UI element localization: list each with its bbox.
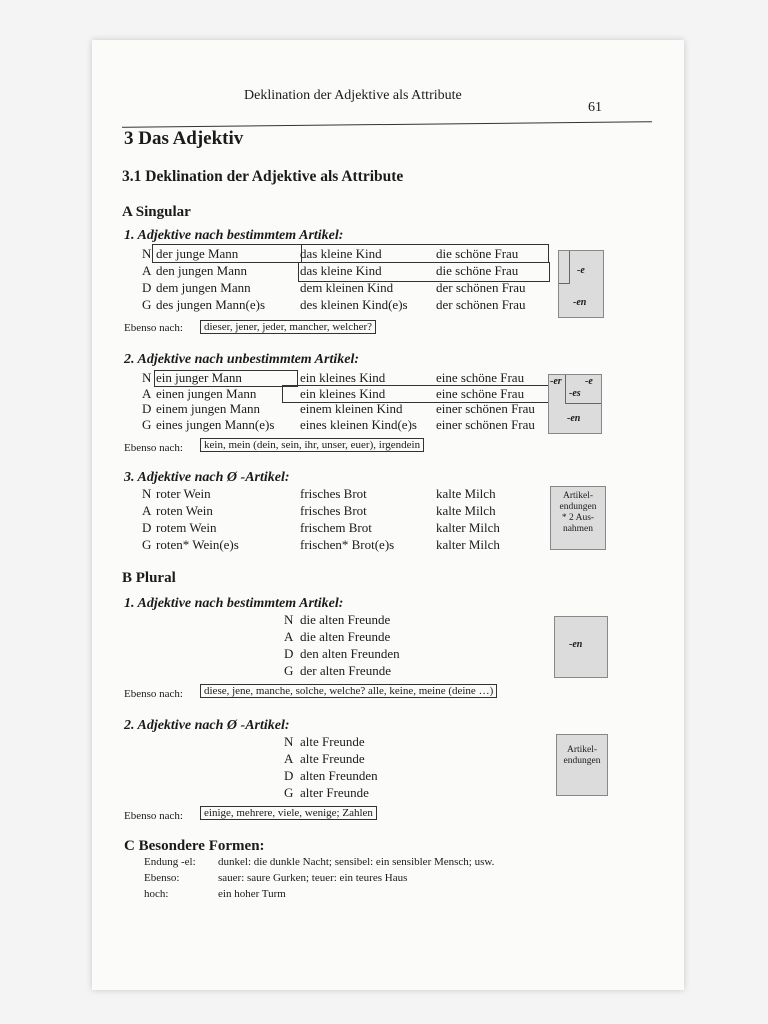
cell-masculine: einen jungen Mann bbox=[156, 385, 257, 401]
cell-neuter: frisches Brot bbox=[300, 503, 367, 518]
s1-ending-e: -e bbox=[577, 265, 585, 276]
p2-ebenso-label: Ebenso nach: bbox=[124, 810, 183, 822]
s3-box-line1: Artikel- bbox=[562, 491, 594, 501]
cell-masculine: roten* Wein(e)s bbox=[156, 537, 239, 552]
singular-label: A Singular bbox=[122, 204, 191, 220]
case-label: A bbox=[142, 503, 152, 518]
case-label: D bbox=[142, 280, 152, 295]
running-header-title: Deklination der Adjektive als Attribute bbox=[244, 88, 462, 103]
header-rule bbox=[122, 121, 652, 128]
case-label: A bbox=[142, 385, 152, 401]
s3-box-line2: endungen bbox=[559, 502, 597, 512]
s2-ending-en: -en bbox=[567, 413, 581, 424]
special-row-text: dunkel: die dunkle Nacht; sensibel: ein sensibler Mensch; usw. bbox=[218, 856, 495, 868]
s2-ending-e: -e bbox=[585, 376, 593, 387]
cell-feminine: der schönen Frau bbox=[436, 297, 526, 312]
cell-masculine: dem jungen Mann bbox=[156, 280, 251, 295]
special-label: C Besondere Formen: bbox=[124, 838, 265, 854]
s1-ending-en: -en bbox=[573, 297, 587, 308]
case-label: G bbox=[142, 537, 152, 552]
case-label: D bbox=[142, 520, 152, 535]
case-label: D bbox=[284, 646, 294, 661]
s2-ending-box bbox=[548, 374, 602, 434]
plural-cell: die alten Freunde bbox=[300, 629, 391, 644]
special-row-label: Ebenso: bbox=[144, 872, 180, 884]
cell-neuter: des kleinen Kind(e)s bbox=[300, 297, 408, 312]
case-label: N bbox=[142, 246, 152, 261]
case-label: N bbox=[284, 612, 294, 627]
special-row-label: Endung -el: bbox=[144, 856, 196, 868]
cell-feminine: einer schönen Frau bbox=[436, 401, 535, 416]
cell-neuter: frischem Brot bbox=[300, 520, 372, 535]
chapter-heading bbox=[124, 128, 243, 150]
cell-masculine: den jungen Mann bbox=[156, 263, 247, 278]
s3-heading: 3. Adjektive nach Ø -Artikel: bbox=[124, 470, 290, 485]
cell-neuter: dem kleinen Kind bbox=[300, 280, 394, 295]
s3-box-line4: nahmen bbox=[562, 524, 594, 534]
cell-neuter: ein kleines Kind bbox=[300, 370, 386, 385]
cell-neuter: frischen* Brot(e)s bbox=[300, 537, 395, 552]
cell-feminine: kalte Milch bbox=[436, 486, 496, 501]
plural-cell: alte Freunde bbox=[300, 734, 365, 749]
cell-feminine: eine schöne Frau bbox=[436, 370, 525, 385]
plural-cell: alten Freunden bbox=[300, 768, 378, 783]
cell-masculine: des jungen Mann(e)s bbox=[156, 297, 266, 312]
cell-neuter: einem kleinen Kind bbox=[300, 401, 403, 416]
plural-cell: den alten Freunden bbox=[300, 646, 400, 661]
p1-ebenso-label: Ebenso nach: bbox=[124, 688, 183, 700]
case-label: D bbox=[284, 768, 294, 783]
plural-cell: alter Freunde bbox=[300, 785, 369, 800]
cell-masculine: ein junger Mann bbox=[156, 370, 242, 385]
cell-masculine: der junge Mann bbox=[156, 246, 239, 261]
plural-cell: der alten Freunde bbox=[300, 663, 391, 678]
p1-ending-box bbox=[554, 616, 608, 678]
plural-label: B Plural bbox=[122, 570, 176, 586]
case-label: G bbox=[284, 785, 294, 800]
s3-box-line3: * 2 Aus- bbox=[561, 513, 595, 523]
cell-neuter: das kleine Kind bbox=[300, 246, 382, 261]
cell-masculine: rotem Wein bbox=[156, 520, 217, 535]
cell-masculine: roter Wein bbox=[156, 486, 211, 501]
s1-ebenso-box: dieser, jener, jeder, mancher, welcher? bbox=[200, 320, 376, 334]
section-title: Deklination der Adjektive als Attribute bbox=[145, 168, 404, 185]
cell-feminine: kalter Milch bbox=[436, 520, 500, 535]
s1-heading: 1. Adjektive nach bestimmtem Artikel: bbox=[124, 228, 344, 243]
case-label: N bbox=[142, 486, 152, 501]
p2-ebenso-box: einige, mehrere, viele, wenige; Zahlen bbox=[200, 806, 377, 820]
special-row-label: hoch: bbox=[144, 888, 169, 900]
case-label: A bbox=[142, 263, 152, 278]
p1-heading: 1. Adjektive nach bestimmtem Artikel: bbox=[124, 596, 344, 611]
p2-ending-box bbox=[556, 734, 608, 796]
case-label: G bbox=[142, 297, 152, 312]
cell-neuter: frisches Brot bbox=[300, 486, 367, 501]
section-number: 3.1 bbox=[122, 168, 142, 185]
cell-neuter: eines kleinen Kind(e)s bbox=[300, 416, 417, 432]
cell-masculine: roten Wein bbox=[156, 503, 213, 518]
case-label: G bbox=[142, 416, 152, 432]
p2-heading: 2. Adjektive nach Ø -Artikel: bbox=[124, 718, 290, 733]
page-number: 61 bbox=[588, 100, 602, 115]
book-page bbox=[92, 40, 684, 990]
p1-ebenso-box: diese, jene, manche, solche, welche? alle, keine, meine (deine …) bbox=[200, 684, 497, 698]
cell-feminine: einer schönen Frau bbox=[436, 416, 535, 432]
p1-ending-en: -en bbox=[569, 639, 583, 650]
case-label: N bbox=[142, 370, 152, 385]
chapter-title: Das Adjektiv bbox=[138, 128, 244, 149]
s2-ebenso-box: kein, mein (dein, sein, ihr, unser, euer), irgendein bbox=[200, 438, 424, 452]
section-heading bbox=[122, 168, 403, 186]
special-row-text: sauer: saure Gurken; teuer: ein teures Haus bbox=[218, 872, 408, 884]
case-label: G bbox=[284, 663, 294, 678]
s2-ebenso-label: Ebenso nach: bbox=[124, 442, 183, 454]
cell-feminine: der schönen Frau bbox=[436, 280, 526, 295]
s1-ending-box bbox=[558, 250, 604, 318]
case-label: N bbox=[284, 734, 294, 749]
p2-box-line2: endungen bbox=[563, 756, 601, 766]
s3-ending-box bbox=[550, 486, 606, 550]
plural-cell: die alten Freunde bbox=[300, 612, 391, 627]
cell-feminine: eine schöne Frau bbox=[436, 385, 525, 401]
cell-feminine: kalter Milch bbox=[436, 537, 500, 552]
cell-feminine: die schöne Frau bbox=[436, 263, 519, 278]
case-label: D bbox=[142, 401, 152, 416]
cell-masculine: eines jungen Mann(e)s bbox=[156, 416, 275, 432]
cell-neuter: ein kleines Kind bbox=[300, 385, 386, 401]
s2-ending-er: -er bbox=[550, 376, 562, 387]
s2-heading: 2. Adjektive nach unbestimmtem Artikel: bbox=[124, 352, 360, 367]
chapter-number: 3 bbox=[124, 128, 134, 149]
plural-cell: alte Freunde bbox=[300, 751, 365, 766]
p2-box-line1: Artikel- bbox=[566, 745, 598, 755]
cell-neuter: das kleine Kind bbox=[300, 263, 382, 278]
case-label: A bbox=[284, 629, 294, 644]
cell-masculine: einem jungen Mann bbox=[156, 401, 260, 416]
special-row-text: ein hoher Turm bbox=[218, 888, 286, 900]
s2-ending-es: -es bbox=[569, 388, 581, 399]
case-label: A bbox=[284, 751, 294, 766]
cell-feminine: die schöne Frau bbox=[436, 246, 519, 261]
cell-feminine: kalte Milch bbox=[436, 503, 496, 518]
s1-ebenso-label: Ebenso nach: bbox=[124, 322, 183, 334]
